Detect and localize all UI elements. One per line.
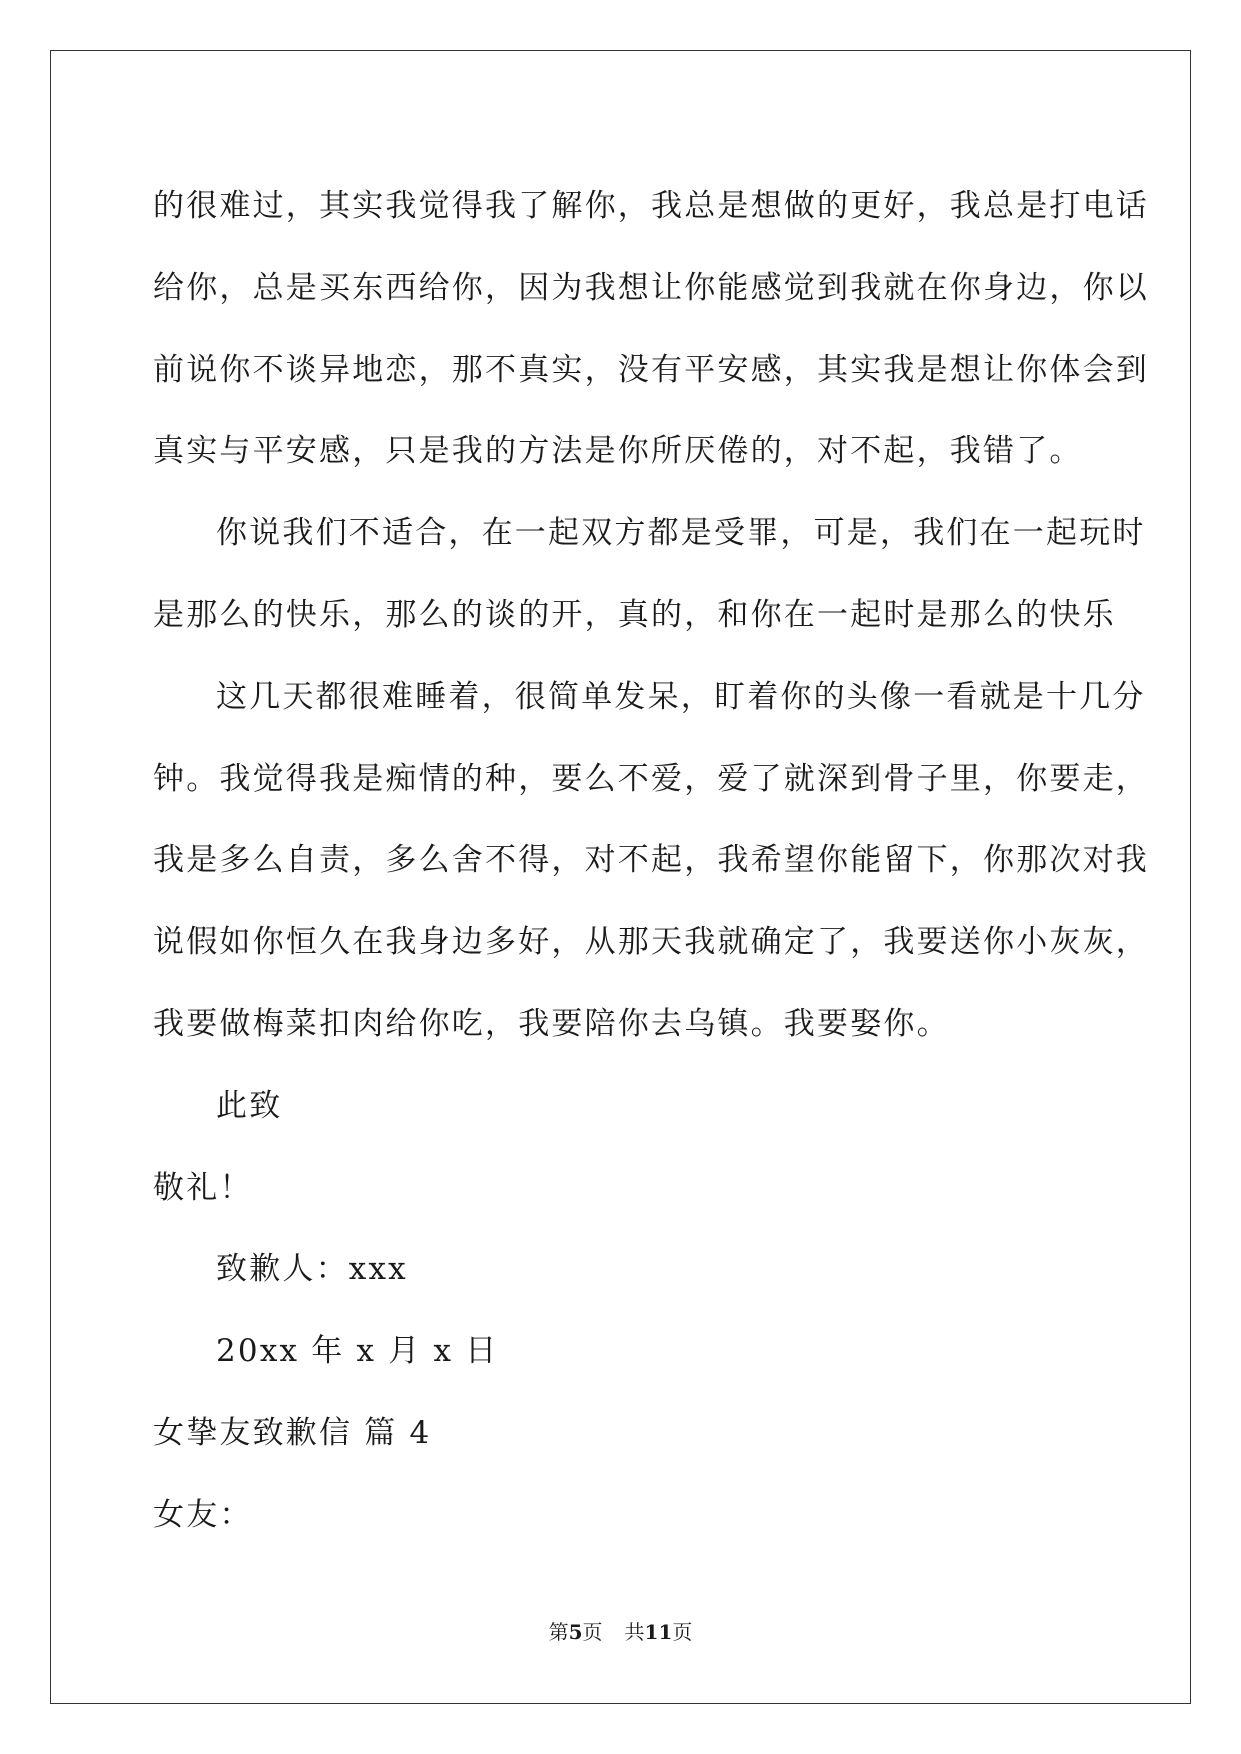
page-number: 5 bbox=[568, 1620, 583, 1644]
text-line: 说假如你恒久在我身边多好，从那天我就确定了，我要送你小灰灰， bbox=[153, 924, 1149, 961]
text-line: 我是多么自责，多么舍不得，对不起，我希望你能留下，你那次对我 bbox=[153, 842, 1149, 879]
footer-total-unit: 页 bbox=[672, 1620, 693, 1644]
closing-line: 此致 bbox=[216, 1087, 283, 1124]
greeting-line: 女友： bbox=[153, 1496, 253, 1533]
text-line: 这几天都很难睡着，很简单发呆，盯着你的头像一看就是十几分 bbox=[216, 678, 1146, 715]
date-line: 20xx 年 x 月 x 日 bbox=[216, 1333, 499, 1370]
signature-line: 致歉人：xxx bbox=[216, 1251, 408, 1288]
text-line: 钟。我觉得我是痴情的种，要么不爱，爱了就深到骨子里，你要走， bbox=[153, 760, 1149, 797]
text-line: 是那么的快乐，那么的谈的开，真的，和你在一起时是那么的快乐 bbox=[153, 596, 1116, 633]
text-line: 的很难过，其实我觉得我了解你，我总是想做的更好，我总是打电话 bbox=[153, 188, 1149, 224]
text-line: 真实与平安感，只是我的方法是你所厌倦的，对不起，我错了。 bbox=[153, 433, 1083, 470]
total-pages: 11 bbox=[644, 1620, 673, 1644]
page-footer bbox=[0, 1616, 1241, 1645]
text-line: 前说你不谈异地恋，那不真实，没有平安感，其实我是想让你体会到 bbox=[153, 351, 1149, 388]
footer-prefix: 第 bbox=[548, 1620, 569, 1644]
footer-page-unit: 页 bbox=[582, 1620, 603, 1644]
salutation-line: 敬礼！ bbox=[153, 1169, 253, 1206]
section-heading: 女挚友致歉信 篇 4 bbox=[153, 1414, 432, 1451]
footer-total-prefix: 共 bbox=[624, 1620, 645, 1644]
text-line: 给你，总是买东西给你，因为我想让你能感觉到我就在你身边，你以 bbox=[153, 269, 1149, 306]
text-line: 你说我们不适合，在一起双方都是受罪，可是，我们在一起玩时 bbox=[216, 515, 1146, 552]
text-line: 我要做梅菜扣肉给你吃，我要陪你去乌镇。我要娶你。 bbox=[153, 1005, 950, 1042]
document-body bbox=[153, 166, 1149, 1557]
